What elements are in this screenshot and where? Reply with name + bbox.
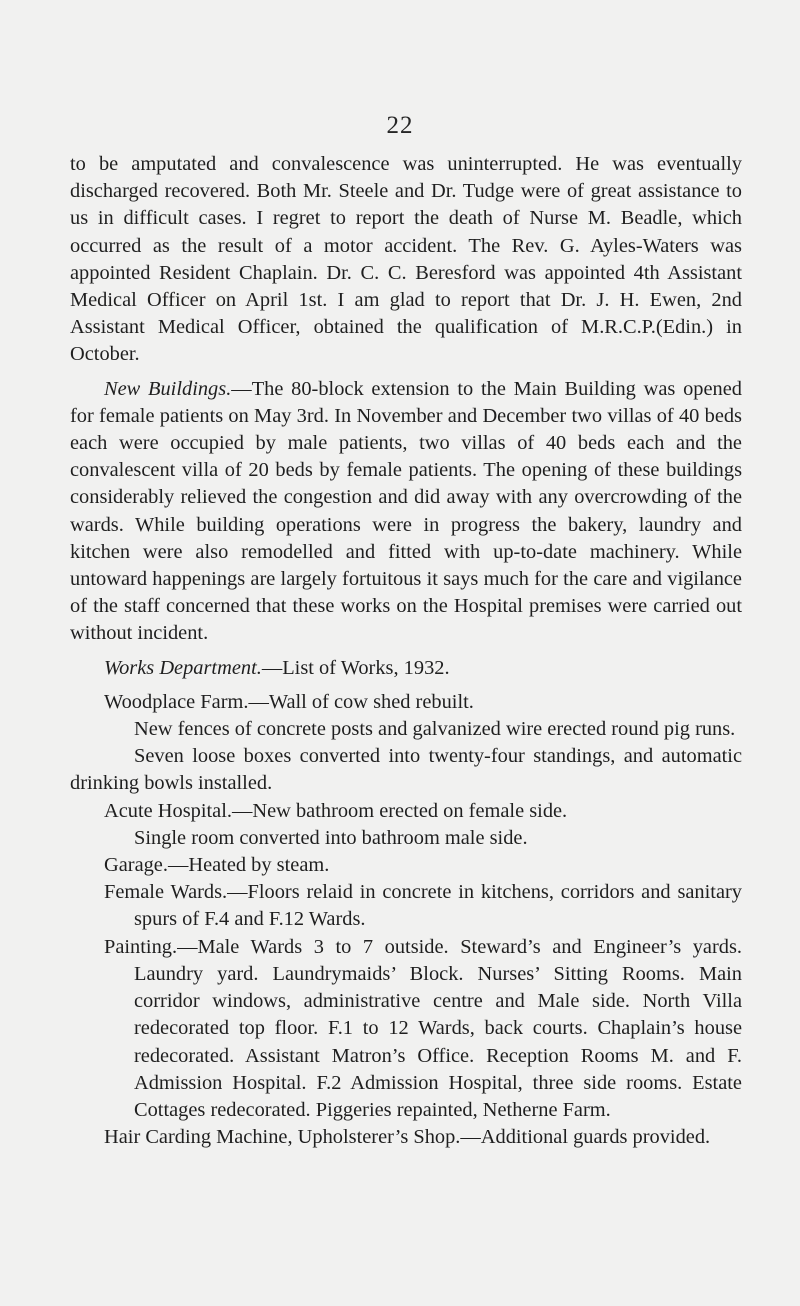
- works-list: [70, 689, 742, 1151]
- page-number: 22: [386, 112, 414, 139]
- paragraph-new-buildings: [70, 376, 742, 648]
- works-item-garage: Garage.—Heated by steam.: [104, 854, 330, 877]
- new-buildings-body: —The 80-block extension to the Main Building was opened for female patients on May 3rd. In November and December two villas of 40 beds each were occupied by male patients, two villas of 40 beds each and the convalescent villa of 20 beds by female patients. The opening of these buildings considerably relieved the congestion and did away with any overcrowding of the wards. While building operations were in progress the bakery, laundry and kitchen were also remodelled and fitted with up-to-date machinery. While untoward happenings are largely fortuitous it says much for the care and vigilance of the staff concerned that these works on the Hospital premises were carried out without incident.: [70, 377, 742, 645]
- works-item-fences-text: New fences of concrete posts and galvanized wire erected round pig runs.: [134, 718, 736, 741]
- works-item-loose-boxes: [70, 743, 742, 797]
- works-item-painting: Painting.—Male Wards 3 to 7 outside. Steward’s and Engineer’s yards. Laundry yard. Laundrymaids’ Block. Nurses’ Sitting Rooms. Main corridor windows, administrative centre and Male side. North Villa redecorated top floor. F.1 to 12 Wards, back courts. Chaplain’s house redecorated. Assistant Matron’s Office. Reception Rooms M. and F. Admission Hospital. F.2 Admission Hospital, three side rooms. Estate Cottages redecorated. Piggeries repainted, Netherne Farm.: [104, 935, 742, 1121]
- works-department-body: —List of Works, 1932.: [261, 656, 450, 679]
- paragraph-works-department: [70, 655, 742, 682]
- new-buildings-heading: New Buildings.: [104, 377, 232, 400]
- works-item-acute-hospital: Acute Hospital.—New bathroom erected on female side.: [104, 799, 568, 822]
- works-item-hair-carding: Hair Carding Machine, Upholsterer’s Shop.—Additional guards provided.: [104, 1126, 711, 1149]
- works-item-woodplace-farm: Woodplace Farm.—Wall of cow shed rebuilt.: [104, 690, 474, 713]
- works-item-female-wards: Female Wards.—Floors relaid in concrete in kitchens, corridors and sanitary spurs of F.4 and F.12 Wards.: [104, 881, 742, 931]
- works-item-fences: [70, 716, 742, 743]
- works-item-single-room: Single room converted into bathroom male side.: [134, 826, 528, 849]
- works-department-heading: Works Department.: [104, 656, 262, 679]
- works-item-loose-boxes-text: Seven loose boxes converted into twenty-four standings, and automatic drinking bowls installed.: [70, 745, 742, 795]
- paragraph-medical-staff: to be amputated and convalescence was uninterrupted. He was eventually discharged recovered. Both Mr. Steele and Dr. Tudge were of great assistance to us in difficult cases. I regret to report the death of Nurse M. Beadle, which occurred as the result of a motor accident. The Rev. G. Ayles-Waters was appointed Resident Chaplain. Dr. C. C. Beresford was appointed 4th Assistant Medical Officer on April 1st. I am glad to report that Dr. J. H. Ewen, 2nd Assistant Medical Officer, obtained the qualification of M.R.C.P.(Edin.) in October.: [70, 153, 742, 366]
- body-text: [70, 151, 742, 1151]
